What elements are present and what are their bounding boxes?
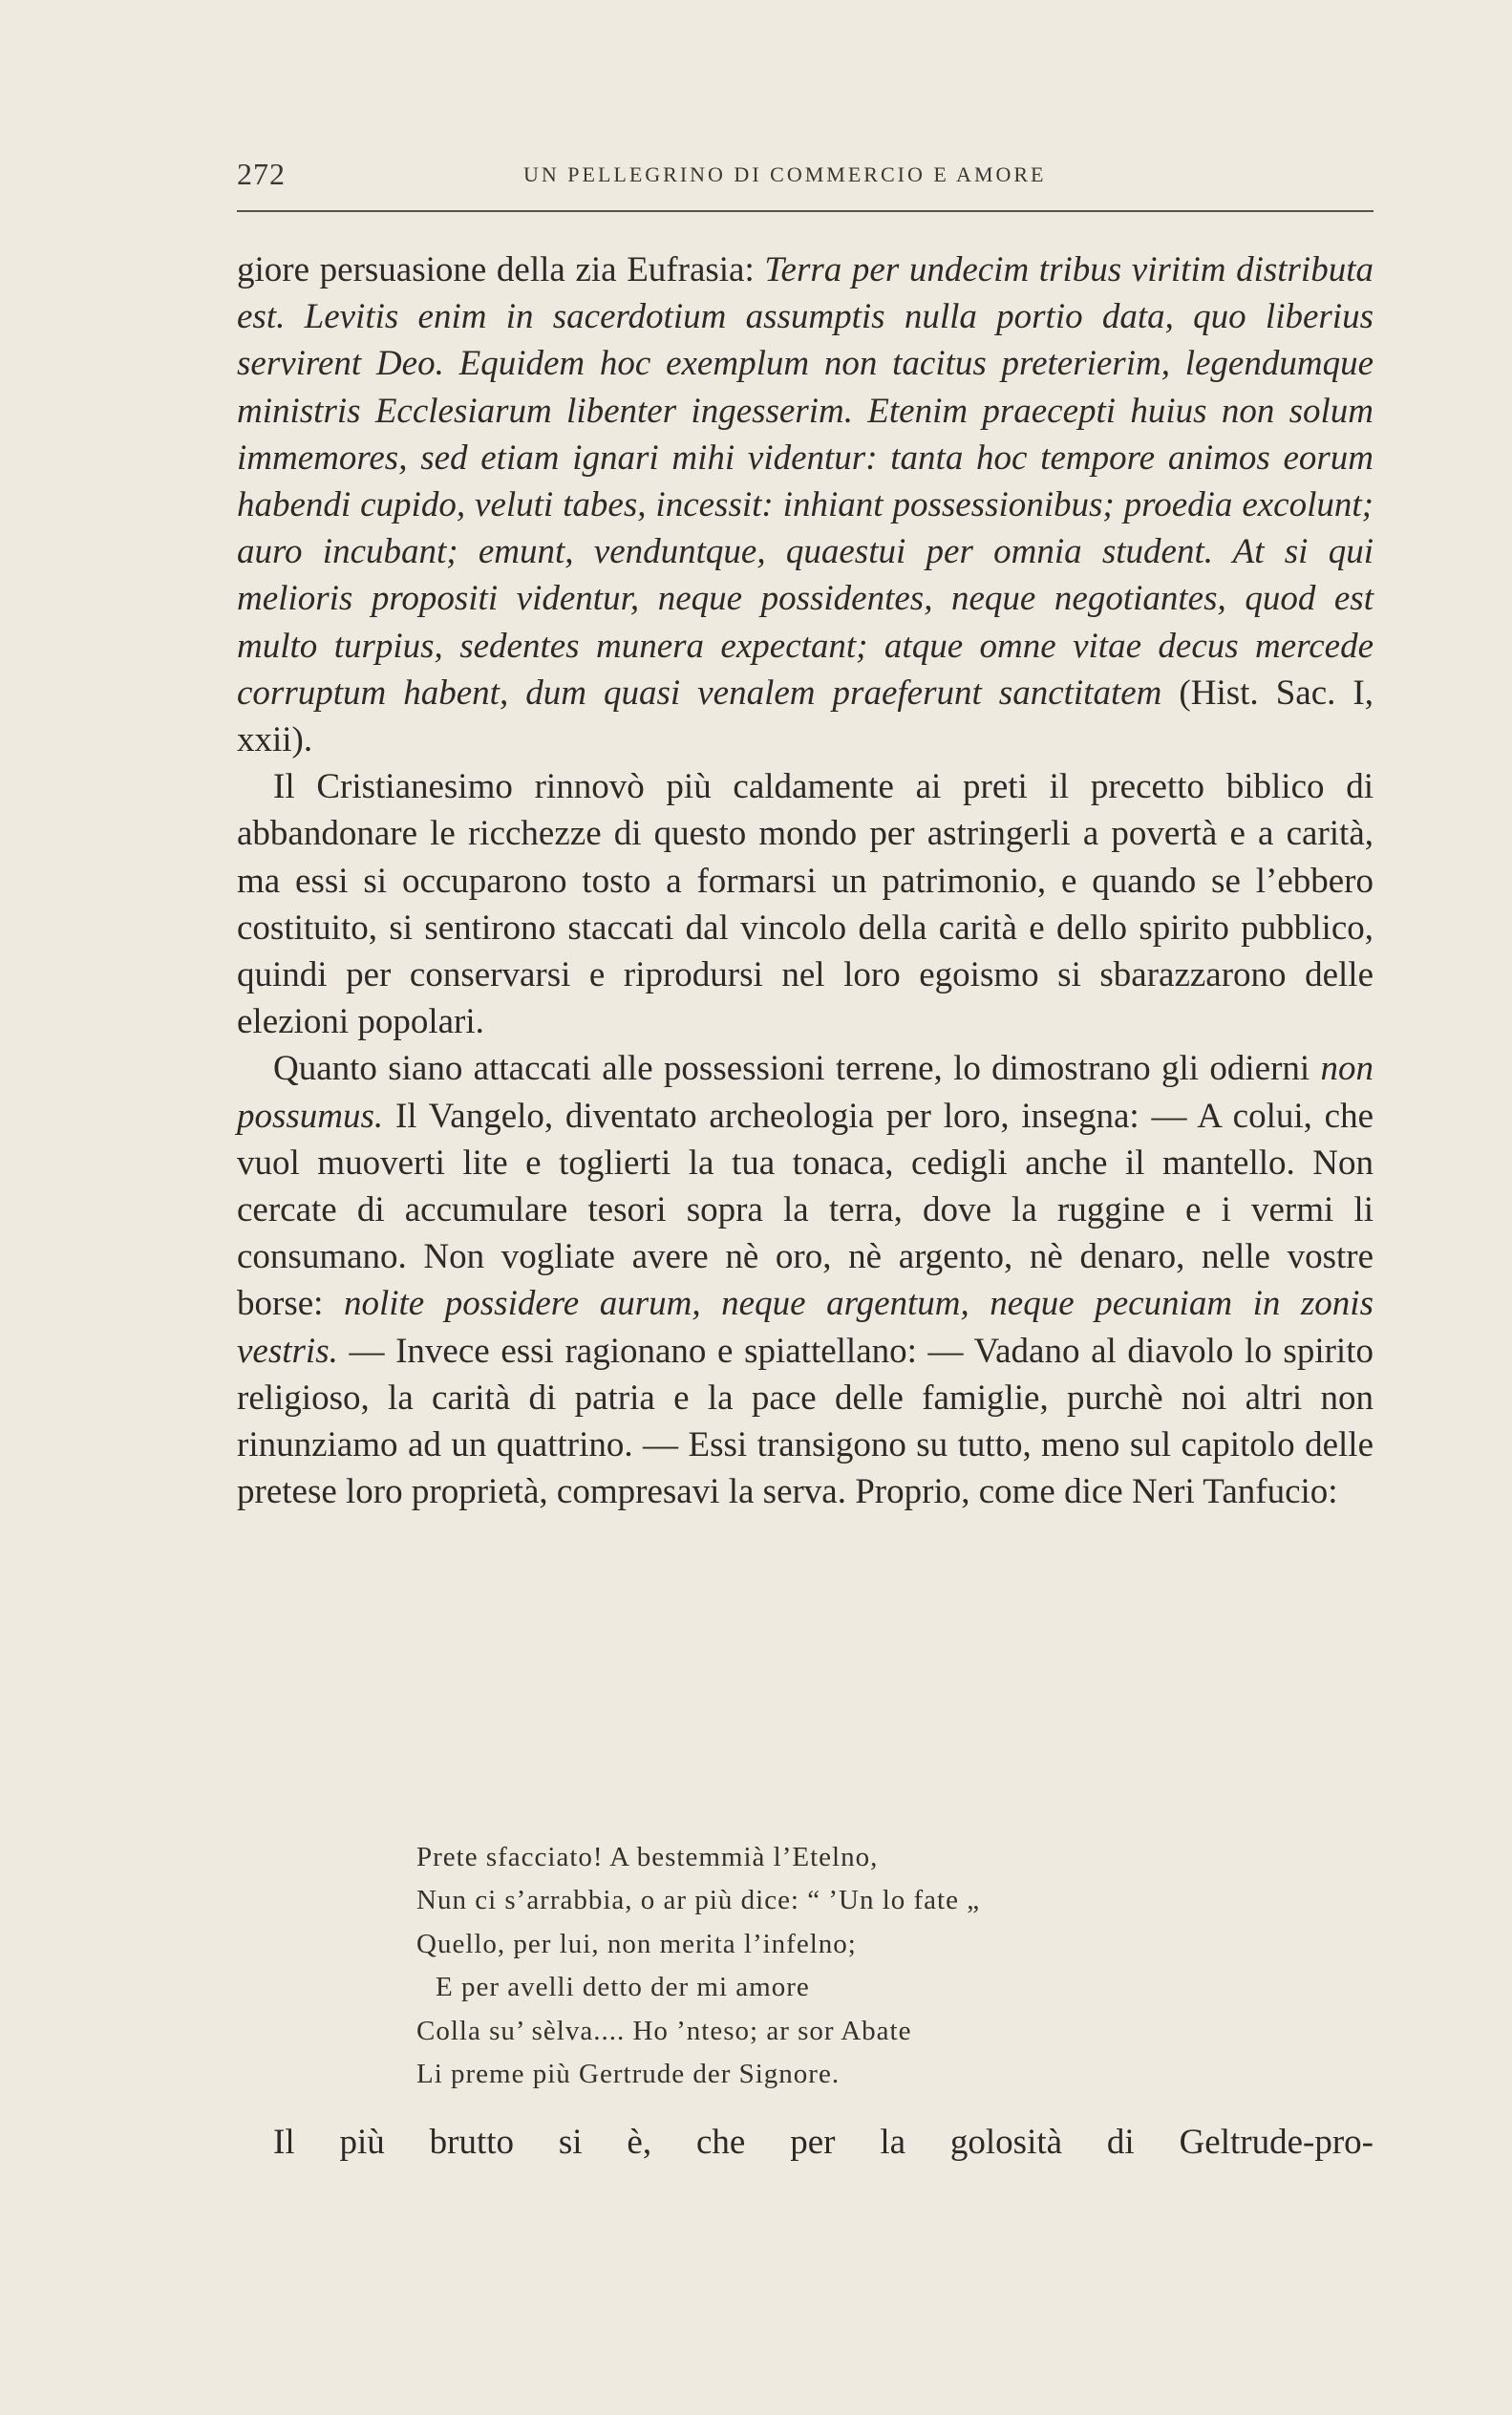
running-head	[237, 153, 1374, 191]
poem-line: E per avelli detto der mi amore	[436, 1972, 810, 2003]
running-title: UN PELLEGRINO DI COMMERCIO E AMORE	[523, 162, 1047, 186]
paragraph-christianity: Il Cristianesimo rinnovò più caldamente ai preti il precetto biblico di abbandonare le ricchezze di questo mondo per astringerli a povertà e a carità, ma essi si occuparono tosto a formarsi un patrimonio, e quando se l’ebbero costituito, si sentirono staccati dal vincolo della carità e dello spirito pubblico, quindi per conservarsi e riprodursi nel loro egoismo si sbarazzarono delle elezioni popolari.	[237, 767, 1374, 1042]
poem-line: Li preme più Gertrude der Signore.	[416, 2058, 841, 2089]
poem-line: Prete sfacciato! A bestemmià l’Etelno,	[416, 1842, 879, 1872]
citation: (Hist. Sac. I, xxii).	[237, 673, 1374, 760]
poem-quotation	[416, 1836, 1257, 2096]
latin-quotation: Terra per undecim tribus viritim distributa est. Levitis enim in sacerdotium assumptis nulla portio data, quo liberius servirent Deo. Equidem hoc exemplum non tacitus preterierim, legendumque ministris Ecclesiarum libenter ingesserim. Etenim praecepti huius non solum immemores, sed etiam ignari mihi videntur: tanta hoc tempore animos eorum habendi cupido, veluti tabes, incessit: inhiant possessionibus; proedia excolunt; auro incubant; emunt, venduntque, quaestui per omnia student. At si qui melioris propositi videntur, neque possidentes, neque negotiantes, quod est multo turpius, sedentes munera expectant; atque omne vitae decus mercede corruptum habent, dum quasi venalem praeferunt sanctitatem	[237, 250, 1374, 713]
text-run: giore persuasione della zia Eufrasia:	[237, 250, 765, 289]
text-run: Il Vangelo, diventato archeologia per loro, insegna: — A colui, che vuol muoverti lite e toglierti la tua tonaca, cedigli anche il mantello. Non cercate di accumulare tesori sopra la terra, dove la ruggine e i vermi li consumano. Non vogliate avere nè oro, nè argento, nè denaro, nelle vostre borse:	[237, 1096, 1374, 1324]
paragraph-possessions	[237, 1045, 1374, 1515]
closing-line: Il più brutto si è, che per la golosità di Geltrude-pro-	[273, 2123, 1374, 2162]
page-number: 272	[237, 157, 286, 191]
main-text	[237, 246, 1374, 1515]
text-run: Quanto siano attaccati alle possessioni terrene, lo dimostrano gli odierni	[273, 1049, 1321, 1089]
header-rule	[237, 210, 1374, 212]
latin-phrase: nolite possidere aurum, neque argentum, neque pecuniam in zonis vestris.	[237, 1284, 1374, 1371]
poem-line: Colla su’ sèlva.... Ho ’nteso; ar sor Abate	[416, 2015, 912, 2046]
poem-line: Quello, per lui, non merita l’infelno;	[416, 1928, 857, 1959]
latin-phrase: non possumus.	[237, 1049, 1374, 1136]
text-run: — Invece essi ragionano e spiattellano: — Vadano al diavolo lo spirito religioso, la carità di patria e la pace delle famiglie, purchè noi altri non rinunziamo ad un quattrino. — Essi transigono su tutto, meno sul capitolo delle pretese loro proprietà, compresavi la serva. Proprio, come dice Neri Tanfucio:	[237, 1331, 1374, 1512]
paragraph-latin-quote	[237, 246, 1374, 763]
poem-line: Nun ci s’arrabbia, o ar più dice: “ ’Un lo fate „	[416, 1885, 981, 1916]
